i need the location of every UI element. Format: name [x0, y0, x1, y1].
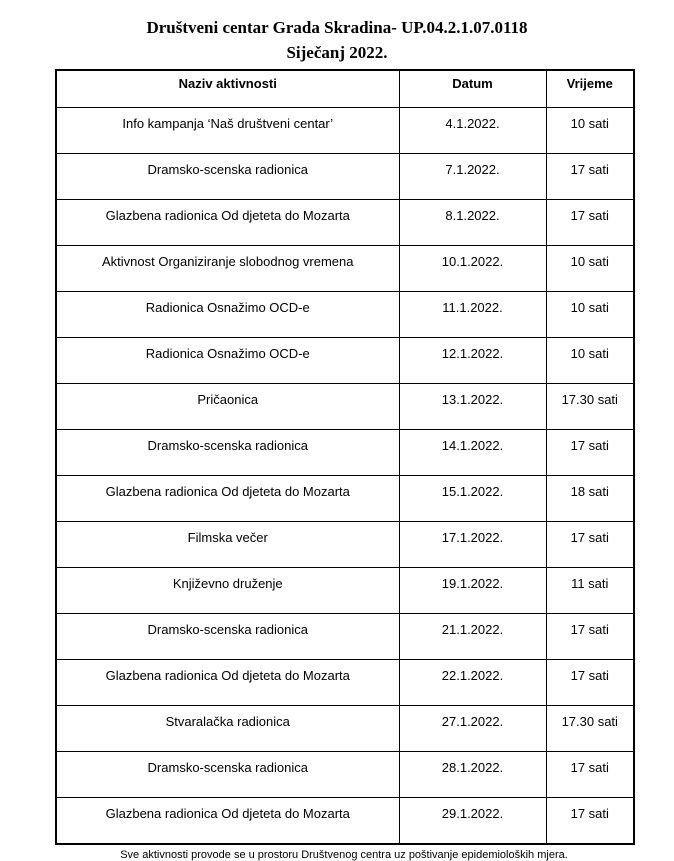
time-cell: 17 sati	[546, 660, 634, 706]
activity-name-cell: Pričaonica	[56, 384, 399, 430]
table-row	[56, 154, 634, 200]
table-row	[56, 614, 634, 660]
table-row	[56, 798, 634, 845]
date-cell: 10.1.2022.	[399, 246, 546, 292]
table-row	[56, 568, 634, 614]
table-row	[56, 522, 634, 568]
date-cell: 14.1.2022.	[399, 430, 546, 476]
activity-name-cell: Aktivnost Organiziranje slobodnog vremena	[56, 246, 399, 292]
date-cell: 22.1.2022.	[399, 660, 546, 706]
document-title-line2: Siječanj 2022.	[286, 43, 388, 62]
activity-name-cell: Filmska večer	[56, 522, 399, 568]
date-cell: 8.1.2022.	[399, 200, 546, 246]
column-header-naziv-aktivnosti: Naziv aktivnosti	[56, 70, 399, 108]
time-cell: 10 sati	[546, 292, 634, 338]
activity-name-cell: Radionica Osnažimo OCD-e	[56, 292, 399, 338]
activity-schedule-table	[55, 69, 635, 845]
column-header-vrijeme: Vrijeme	[546, 70, 634, 108]
date-cell: 12.1.2022.	[399, 338, 546, 384]
time-cell: 10 sati	[546, 338, 634, 384]
time-cell: 10 sati	[546, 246, 634, 292]
activity-name-cell: Književno druženje	[56, 568, 399, 614]
time-cell: 17 sati	[546, 752, 634, 798]
date-cell: 19.1.2022.	[399, 568, 546, 614]
date-cell: 21.1.2022.	[399, 614, 546, 660]
date-cell: 29.1.2022.	[399, 798, 546, 845]
date-cell: 13.1.2022.	[399, 384, 546, 430]
time-cell: 10 sati	[546, 108, 634, 154]
activity-name-cell: Glazbena radionica Od djeteta do Mozarta	[56, 200, 399, 246]
table-row	[56, 430, 634, 476]
footer-note: Sve aktivnosti provode se u prostoru Društvenog centra uz poštivanje epidemioloških mjera.	[120, 849, 568, 861]
activity-name-cell: Dramsko-scenska radionica	[56, 614, 399, 660]
time-cell: 17 sati	[546, 798, 634, 845]
date-cell: 4.1.2022.	[399, 108, 546, 154]
date-cell: 17.1.2022.	[399, 522, 546, 568]
time-cell: 17 sati	[546, 200, 634, 246]
table-row	[56, 752, 634, 798]
table-row	[56, 292, 634, 338]
activity-name-cell: Glazbena radionica Od djeteta do Mozarta	[56, 476, 399, 522]
activity-name-cell: Dramsko-scenska radionica	[56, 752, 399, 798]
activity-name-cell: Dramsko-scenska radionica	[56, 154, 399, 200]
table-row	[56, 476, 634, 522]
activity-name-cell: Glazbena radionica Od djeteta do Mozarta	[56, 660, 399, 706]
table-row	[56, 660, 634, 706]
table-row	[56, 706, 634, 752]
activity-name-cell: Glazbena radionica Od djeteta do Mozarta	[56, 798, 399, 845]
table-body	[56, 108, 634, 845]
date-cell: 15.1.2022.	[399, 476, 546, 522]
date-cell: 11.1.2022.	[399, 292, 546, 338]
time-cell: 17.30 sati	[546, 384, 634, 430]
table-row	[56, 338, 634, 384]
time-cell: 11 sati	[546, 568, 634, 614]
table-row	[56, 384, 634, 430]
column-header-datum: Datum	[399, 70, 546, 108]
table-row	[56, 108, 634, 154]
time-cell: 17 sati	[546, 154, 634, 200]
time-cell: 17 sati	[546, 614, 634, 660]
table-row	[56, 200, 634, 246]
time-cell: 17.30 sati	[546, 706, 634, 752]
date-cell: 27.1.2022.	[399, 706, 546, 752]
activity-name-cell: Stvaralačka radionica	[56, 706, 399, 752]
date-cell: 28.1.2022.	[399, 752, 546, 798]
activity-name-cell: Radionica Osnažimo OCD-e	[56, 338, 399, 384]
table-row	[56, 246, 634, 292]
date-cell: 7.1.2022.	[399, 154, 546, 200]
activity-name-cell: Info kampanja ‘Naš društveni centar’	[56, 108, 399, 154]
time-cell: 18 sati	[546, 476, 634, 522]
time-cell: 17 sati	[546, 430, 634, 476]
table-header-row	[56, 70, 634, 108]
document-title-line1: Društveni centar Grada Skradina- UP.04.2.1.07.0118	[146, 18, 528, 37]
activity-name-cell: Dramsko-scenska radionica	[56, 430, 399, 476]
time-cell: 17 sati	[546, 522, 634, 568]
